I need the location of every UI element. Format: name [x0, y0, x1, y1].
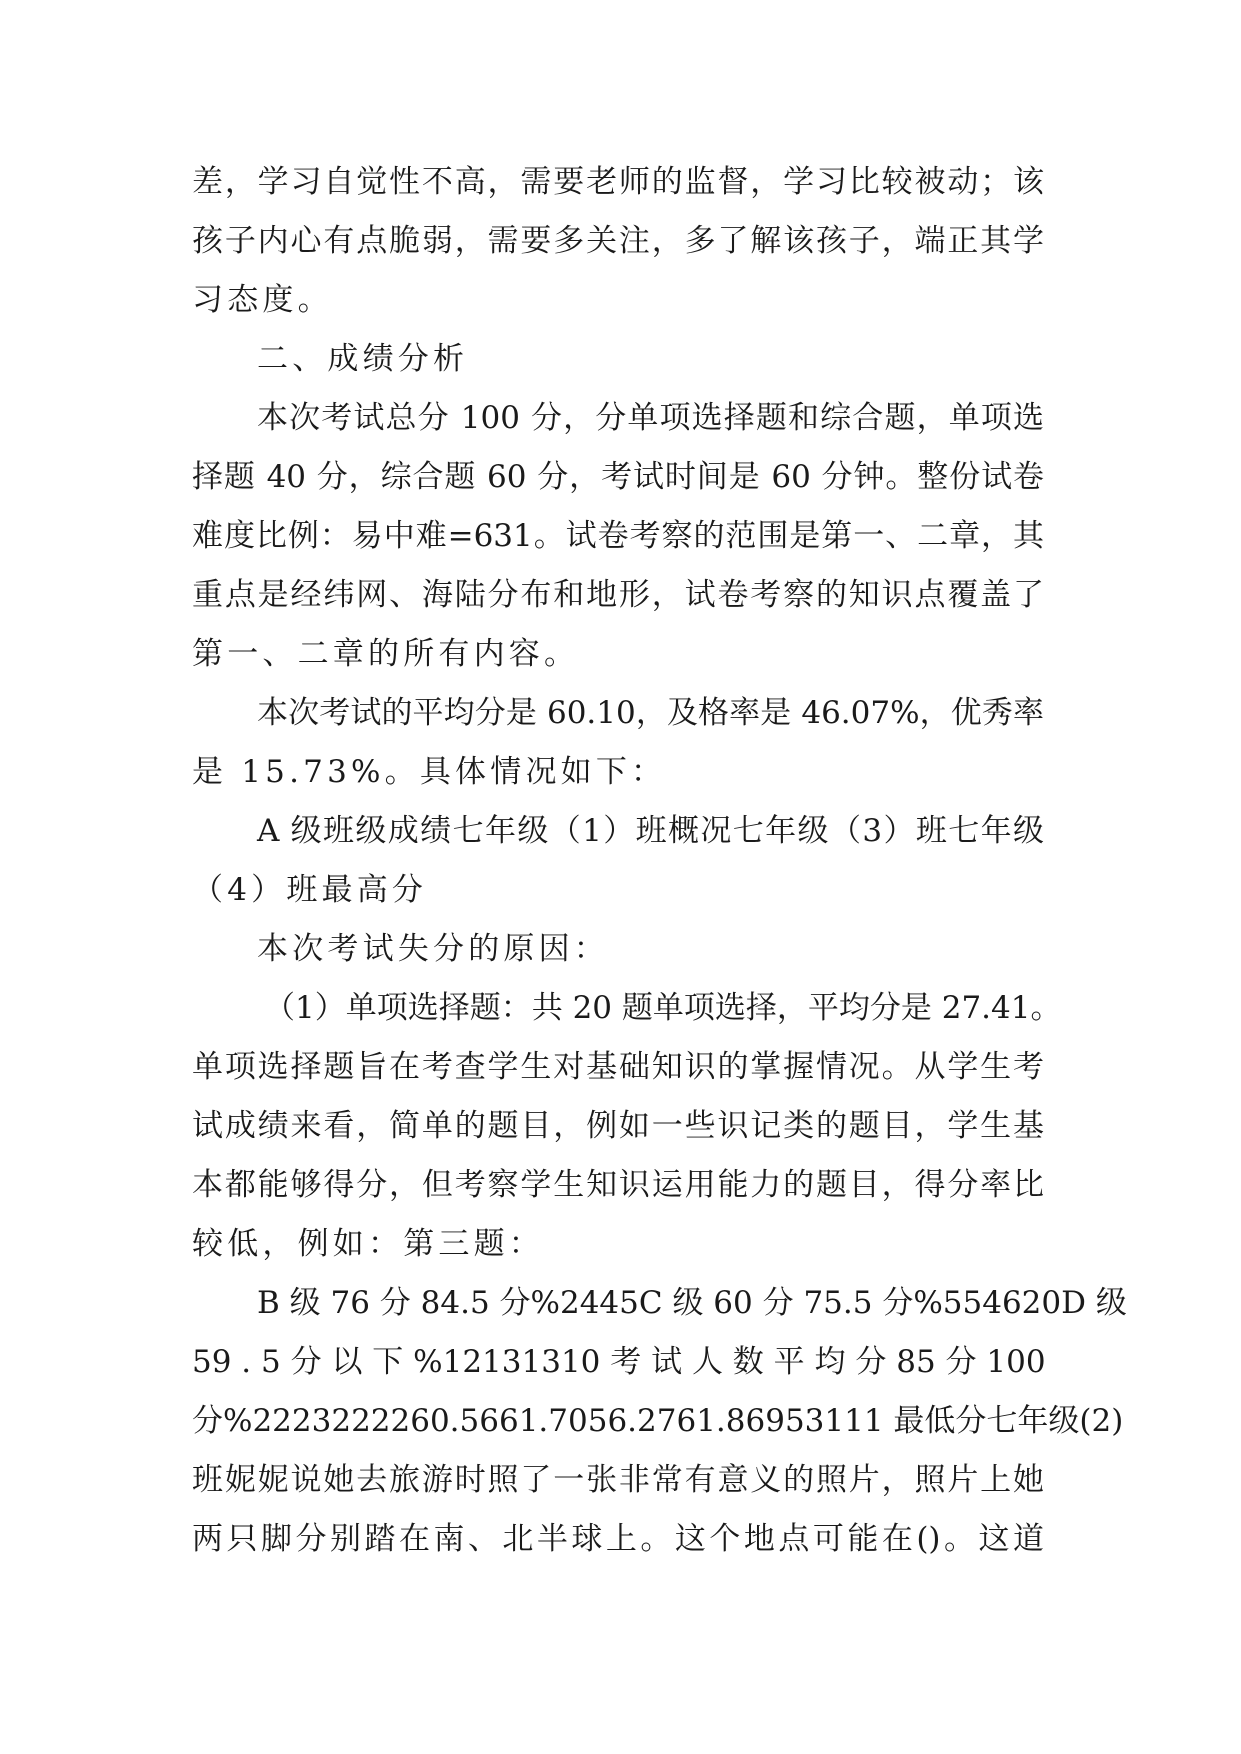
paragraph-line: 本次考试的平均分是 60.10，及格率是 46.07%，优秀率	[257, 695, 1044, 731]
paragraph-line: 难度比例：易中难=631。试卷考察的范围是第一、二章，其	[192, 518, 1044, 554]
paragraph-line: （1）单项选择题：共 20 题单项选择，平均分是 27.41。	[264, 990, 1062, 1026]
paragraph-line: 重点是经纬网、海陆分布和地形，试卷考察的知识点覆盖了	[192, 577, 1044, 613]
paragraph-line: 本次考试失分的原因：	[257, 931, 609, 967]
paragraph-line: 是 15.73%。具体情况如下：	[192, 754, 667, 790]
paragraph-line: 择题 40 分，综合题 60 分，考试时间是 60 分钟。整份试卷	[192, 459, 1044, 495]
paragraph-line: （4）班最高分	[192, 872, 428, 908]
paragraph-line: 习态度。	[192, 282, 333, 318]
paragraph-line: B 级 76 分 84.5 分%2445C 级 60 分 75.5 分%554620D 级	[257, 1285, 1127, 1321]
paragraph-line: 单项选择题旨在考查学生对基础知识的掌握情况。从学生考	[192, 1049, 1044, 1085]
paragraph-line: 第一、二章的所有内容。	[192, 636, 580, 672]
paragraph-line: 两只脚分别踏在南、北半球上。这个地点可能在()。这道	[192, 1521, 1044, 1557]
paragraph-line: 较低，例如：第三题：	[192, 1226, 544, 1262]
paragraph-line: 59 . 5 分 以 下 %12131310 考 试 人 数 平 均 分 85 分 100	[192, 1344, 1046, 1380]
paragraph-line: 差，学习自觉性不高，需要老师的监督，学习比较被动；该	[192, 164, 1044, 200]
paragraph-line: 班妮妮说她去旅游时照了一张非常有意义的照片，照片上她	[192, 1462, 1044, 1498]
paragraph-line: 分%2223222260.5661.7056.2761.86953111 最低分七年级(2)	[192, 1403, 1124, 1439]
section-heading: 二、成绩分析	[257, 341, 469, 377]
paragraph-line: A 级班级成绩七年级（1）班概况七年级（3）班七年级	[257, 813, 1044, 849]
paragraph-line: 本都能够得分，但考察学生知识运用能力的题目，得分率比	[192, 1167, 1044, 1203]
paragraph-line: 本次考试总分 100 分，分单项选择题和综合题，单项选	[257, 400, 1044, 436]
paragraph-line: 试成绩来看，简单的题目，例如一些识记类的题目，学生基	[192, 1108, 1044, 1144]
paragraph-line: 孩子内心有点脆弱，需要多关注，多了解该孩子，端正其学	[192, 223, 1044, 259]
